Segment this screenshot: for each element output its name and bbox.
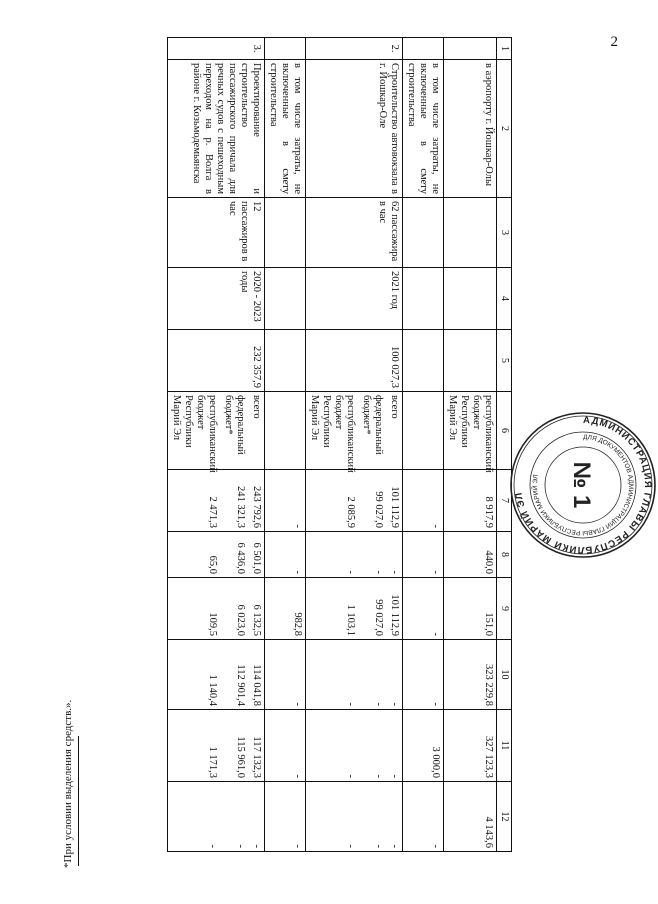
cell-c4 — [444, 268, 497, 330]
cell-c10: - — [265, 640, 306, 710]
cell-c5: 100 027,3 — [306, 330, 403, 392]
cell-c6: всего — [386, 392, 403, 470]
column-header: 5 — [497, 330, 512, 392]
cell-c4: 2021 год — [306, 268, 403, 330]
column-header: 11 — [497, 710, 512, 782]
cell-c4: 2020 - 2023 годы — [168, 268, 265, 330]
cell-c12: - — [220, 782, 248, 852]
cell-c10: - — [386, 640, 403, 710]
official-stamp — [508, 410, 658, 560]
cell-c6: республиканский бюджет Республики Марий Эл — [306, 392, 359, 470]
table-row — [403, 38, 444, 852]
cell-c7: 2 471,3 — [168, 470, 221, 532]
cell-c7: - — [265, 470, 306, 532]
column-header: 8 — [497, 532, 512, 578]
cell-c7: 99 027,0 — [358, 470, 386, 532]
cell-c12: - — [358, 782, 386, 852]
cell-c11: 115 961,0 — [220, 710, 248, 782]
cell-c12: - — [265, 782, 306, 852]
cell-c5 — [403, 330, 444, 392]
cell-c10: - — [358, 640, 386, 710]
cell-c3: 12 пассажиров в час — [168, 198, 265, 268]
stamp-outer-text: АДМИНИСТРАЦИЯ ГЛАВЫ РЕСПУБЛИКИ МАРИЙ ЭЛ — [513, 414, 654, 556]
cell-c9: 6 132,5 — [248, 578, 265, 640]
column-header: 12 — [497, 782, 512, 852]
column-header: 9 — [497, 578, 512, 640]
cell-c8: 6 501,0 — [248, 532, 265, 578]
cell-c12: - — [168, 782, 221, 852]
cell-c3 — [444, 198, 497, 268]
cell-c2: Проектирование и строительство пассажирского причала для речных судов с пешеходным переходом на р. Волга в районе г. Козьмодемьянска — [168, 60, 265, 198]
cell-c7: 241 321,3 — [220, 470, 248, 532]
stamp-number: № 1 — [568, 461, 595, 509]
table-row — [386, 38, 403, 852]
cell-c2: Строительство автовокзала в г. Йошкар-Оле — [306, 60, 403, 198]
cell-c2: в аэропорту г. Йошкар-Олы — [444, 60, 497, 198]
cell-c9: 982,8 — [265, 578, 306, 640]
cell-c1 — [444, 38, 497, 60]
cell-c10: 323 229,8 — [444, 640, 497, 710]
column-header: 6 — [497, 392, 512, 470]
cell-c12: - — [403, 782, 444, 852]
cell-c2: в том числе затраты, не включенные в смету строительства — [403, 60, 444, 198]
cell-c11: - — [306, 710, 359, 782]
cell-c9: 1 103,1 — [306, 578, 359, 640]
cell-c12: 4 143,6 — [444, 782, 497, 852]
cell-c9: 151,0 — [444, 578, 497, 640]
cell-c10: - — [403, 640, 444, 710]
cell-c8: 65,0 — [168, 532, 221, 578]
cell-c10: 114 041,8 — [248, 640, 265, 710]
cell-c10: - — [306, 640, 359, 710]
cell-c8: - — [358, 532, 386, 578]
rotated-table-container — [105, 37, 512, 851]
program-table — [167, 37, 512, 852]
cell-c6: республиканский бюджет Республики Марий Эл — [444, 392, 497, 470]
cell-c8: - — [265, 532, 306, 578]
cell-c9: 109,5 — [168, 578, 221, 640]
column-header: 4 — [497, 268, 512, 330]
cell-c1 — [265, 38, 306, 60]
cell-c11: 1 171,3 — [168, 710, 221, 782]
cell-c1 — [403, 38, 444, 60]
page-number: 2 — [610, 34, 618, 50]
cell-c7: 243 792,6 — [248, 470, 265, 532]
cell-c5: 232 357,9 — [168, 330, 265, 392]
cell-c11: 3 000,0 — [403, 710, 444, 782]
cell-c7: - — [403, 470, 444, 532]
cell-c5 — [265, 330, 306, 392]
cell-c8: 440,0 — [444, 532, 497, 578]
table-row — [248, 38, 265, 852]
cell-c11: 327 123,3 — [444, 710, 497, 782]
column-header: 1 — [497, 38, 512, 60]
column-header: 10 — [497, 640, 512, 710]
cell-c8: - — [306, 532, 359, 578]
cell-c11: 117 132,3 — [248, 710, 265, 782]
cell-c3: 62 пассажира в час — [306, 198, 403, 268]
cell-c9: 101 112,9 — [386, 578, 403, 640]
cell-c3 — [403, 198, 444, 268]
cell-c11: - — [265, 710, 306, 782]
cell-c1: 3. — [168, 38, 265, 60]
cell-c4 — [265, 268, 306, 330]
cell-c4 — [403, 268, 444, 330]
column-header: 3 — [497, 198, 512, 268]
cell-c6: федеральный бюджет* — [358, 392, 386, 470]
cell-c9: 6 023,0 — [220, 578, 248, 640]
table-body — [168, 38, 497, 852]
cell-c9: 99 027,0 — [358, 578, 386, 640]
cell-c6: республиканский бюджет Республики Марий Эл — [168, 392, 221, 470]
cell-c12: - — [248, 782, 265, 852]
cell-c10: 1 140,4 — [168, 640, 221, 710]
cell-c3 — [265, 198, 306, 268]
cell-c6: федеральный бюджет* — [220, 392, 248, 470]
cell-c7: 2 085,9 — [306, 470, 359, 532]
table-row — [265, 38, 306, 852]
cell-c6 — [403, 392, 444, 470]
cell-c11: - — [358, 710, 386, 782]
cell-c8: 6 436,0 — [220, 532, 248, 578]
cell-c1: 2. — [306, 38, 403, 60]
cell-c7: 8 917,9 — [444, 470, 497, 532]
footnote-divider — [78, 736, 79, 866]
cell-c8: - — [403, 532, 444, 578]
cell-c5 — [444, 330, 497, 392]
cell-c6 — [265, 392, 306, 470]
cell-c2: в том числе затраты, не включенные в смету строительства — [265, 60, 306, 198]
cell-c6: всего — [248, 392, 265, 470]
cell-c7: 101 112,9 — [386, 470, 403, 532]
cell-c12: - — [386, 782, 403, 852]
column-header: 2 — [497, 60, 512, 198]
cell-c8: - — [386, 532, 403, 578]
column-header: 7 — [497, 470, 512, 532]
stamp-inner-text: ДЛЯ ДОКУМЕНТОВ АДМИНИСТРАЦИИ ГЛАВЫ РЕСПУБЛИКИ МАРИЙ ЭЛ — [531, 433, 635, 537]
cell-c10: 112 901,4 — [220, 640, 248, 710]
table-row — [444, 38, 497, 852]
cell-c12: - — [306, 782, 359, 852]
footnote: *При условии выделения средств.». — [62, 699, 74, 868]
cell-c11: - — [386, 710, 403, 782]
cell-c9: - — [403, 578, 444, 640]
